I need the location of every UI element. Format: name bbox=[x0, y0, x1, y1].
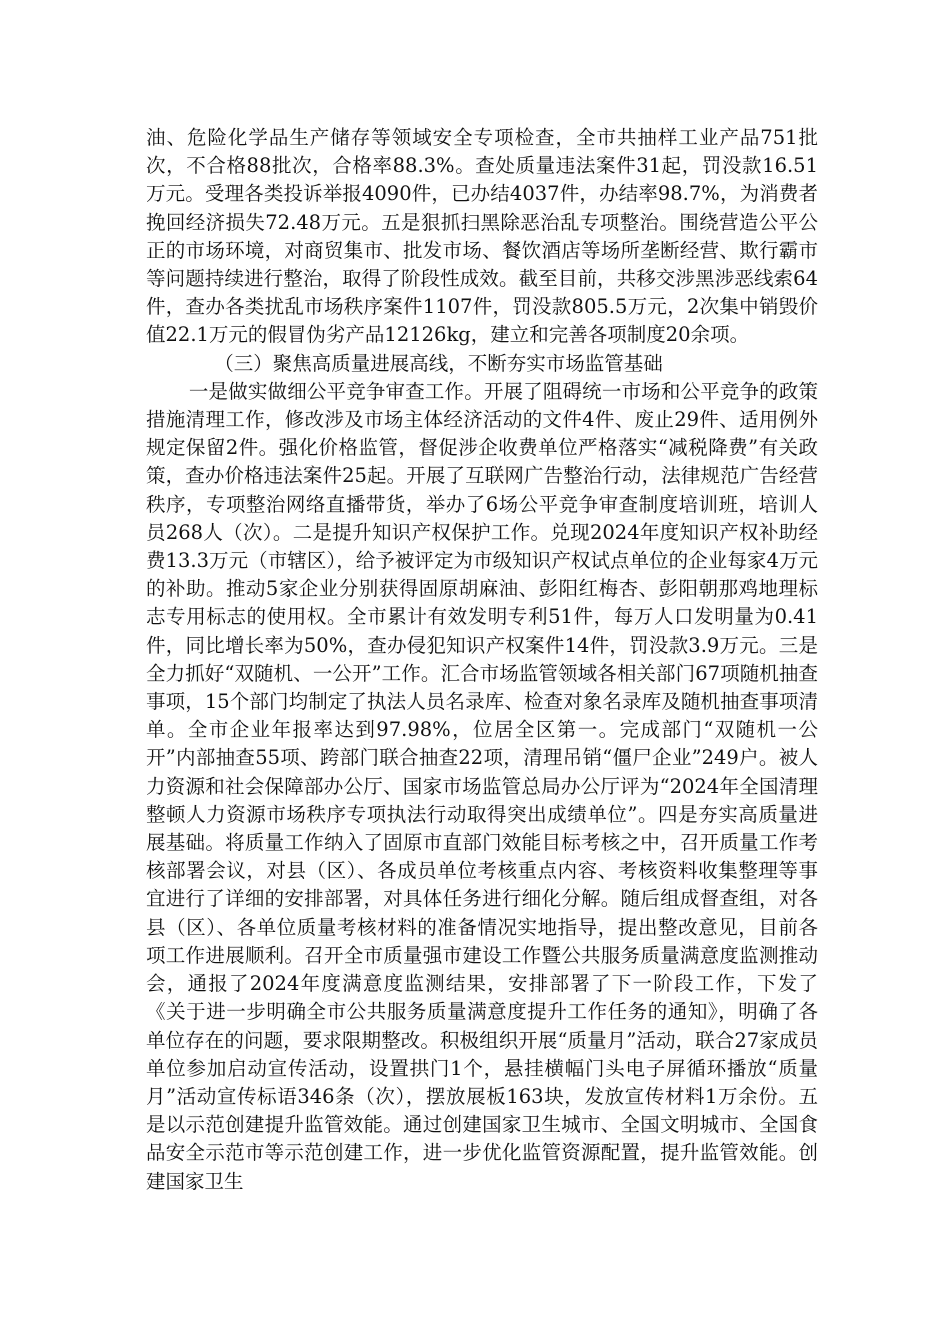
document-body bbox=[146, 124, 818, 1196]
paragraph-continuation: 油、危险化学品生产储存等领域安全专项检查，全市共抽样工业产品751批次，不合格88批次，合格率88.3%。查处质量违法案件31起，罚没款16.51万元。受理各类投诉举报4090件，已办结4037件，办结率98.7%，为消费者挽回经济损失72.48万元。五是狠抓扫黑除恶治乱专项整治。围绕营造公平公正的市场环境，对商贸集市、批发市场、餐饮酒店等场所垄断经营、欺行霸市等问题持续进行整治，取得了阶段性成效。截至目前，共移交涉黑涉恶线索64件，查办各类扰乱市场秩序案件1107件，罚没款805.5万元，2次集中销毁价值22.1万元的假冒伪劣产品12126kg，建立和完善各项制度20余项。 bbox=[146, 126, 818, 347]
paragraph-body: 一是做实做细公平竞争审查工作。开展了阻碍统一市场和公平竞争的政策措施清理工作，修改涉及市场主体经济活动的文件4件、废止29件、适用例外规定保留2件。强化价格监管，督促涉企收费单位严格落实“减税降费”有关政策，查办价格违法案件25起。开展了互联网广告整治行动，法律规范广告经营秩序，专项整治网络直播带货，举办了6场公平竞争审查制度培训班，培训人员268人（次）。二是提升知识产权保护工作。兑现2024年度知识产权补助经费13.3万元（市辖区），给予被评定为市级知识产权试点单位的企业每家4万元的补助。推动5家企业分别获得固原胡麻油、彭阳红梅杏、彭阳朝那鸡地理标志专用标志的使用权。全市累计有效发明专利51件，每万人口发明量为0.41件，同比增长率为50%，查办侵犯知识产权案件14件，罚没款3.9万元。三是全力抓好“双随机、一公开”工作。汇合市场监管领域各相关部门67项随机抽查事项，15个部门均制定了执法人员名录库、检查对象名录库及随机抽查事项清单。全市企业年报率达到97.98%，位居全区第一。完成部门“双随机一公开”内部抽查55项、跨部门联合抽查22项，清理吊销“僵尸企业”249户。被人力资源和社会保障部办公厅、国家市场监管总局办公厅评为“2024年全国清理整顿人力资源市场秩序专项执法行动取得突出成绩单位”。四是夯实高质量进展基础。将质量工作纳入了固原市直部门效能目标考核之中，召开质量工作考核部署会议，对县（区）、各成员单位考核重点内容、考核资料收集整理等事宜进行了详细的安排部署，对具体任务进行细化分解。随后组成督查组，对各县（区）、各单位质量考核材料的准备情况实地指导，提出整改意见，目前各项工作进展顺利。召开全市质量强市建设工作暨公共服务质量满意度监测推动会，通报了2024年度满意度监测结果，安排部署了下一阶段工作，下发了《关于进一步明确全市公共服务质量满意度提升工作任务的通知》，明确了各单位存在的问题，要求限期整改。积极组织开展“质量月”活动，联合27家成员单位参加启动宣传活动，设置拱门1个，悬挂横幅门头电子屏循环播放“质量月”活动宣传标语346条（次），摆放展板163块，发放宣传材料1万余份。五是以示范创建提升监管效能。通过创建国家卫生城市、全国文明城市、全国食品安全示范市等示范创建工作，进一步优化监管资源配置，提升监管效能。创建国家卫生 bbox=[146, 379, 818, 1193]
section-heading: （三）聚焦高质量进展高线，不断夯实市场监管基础 bbox=[214, 351, 663, 375]
